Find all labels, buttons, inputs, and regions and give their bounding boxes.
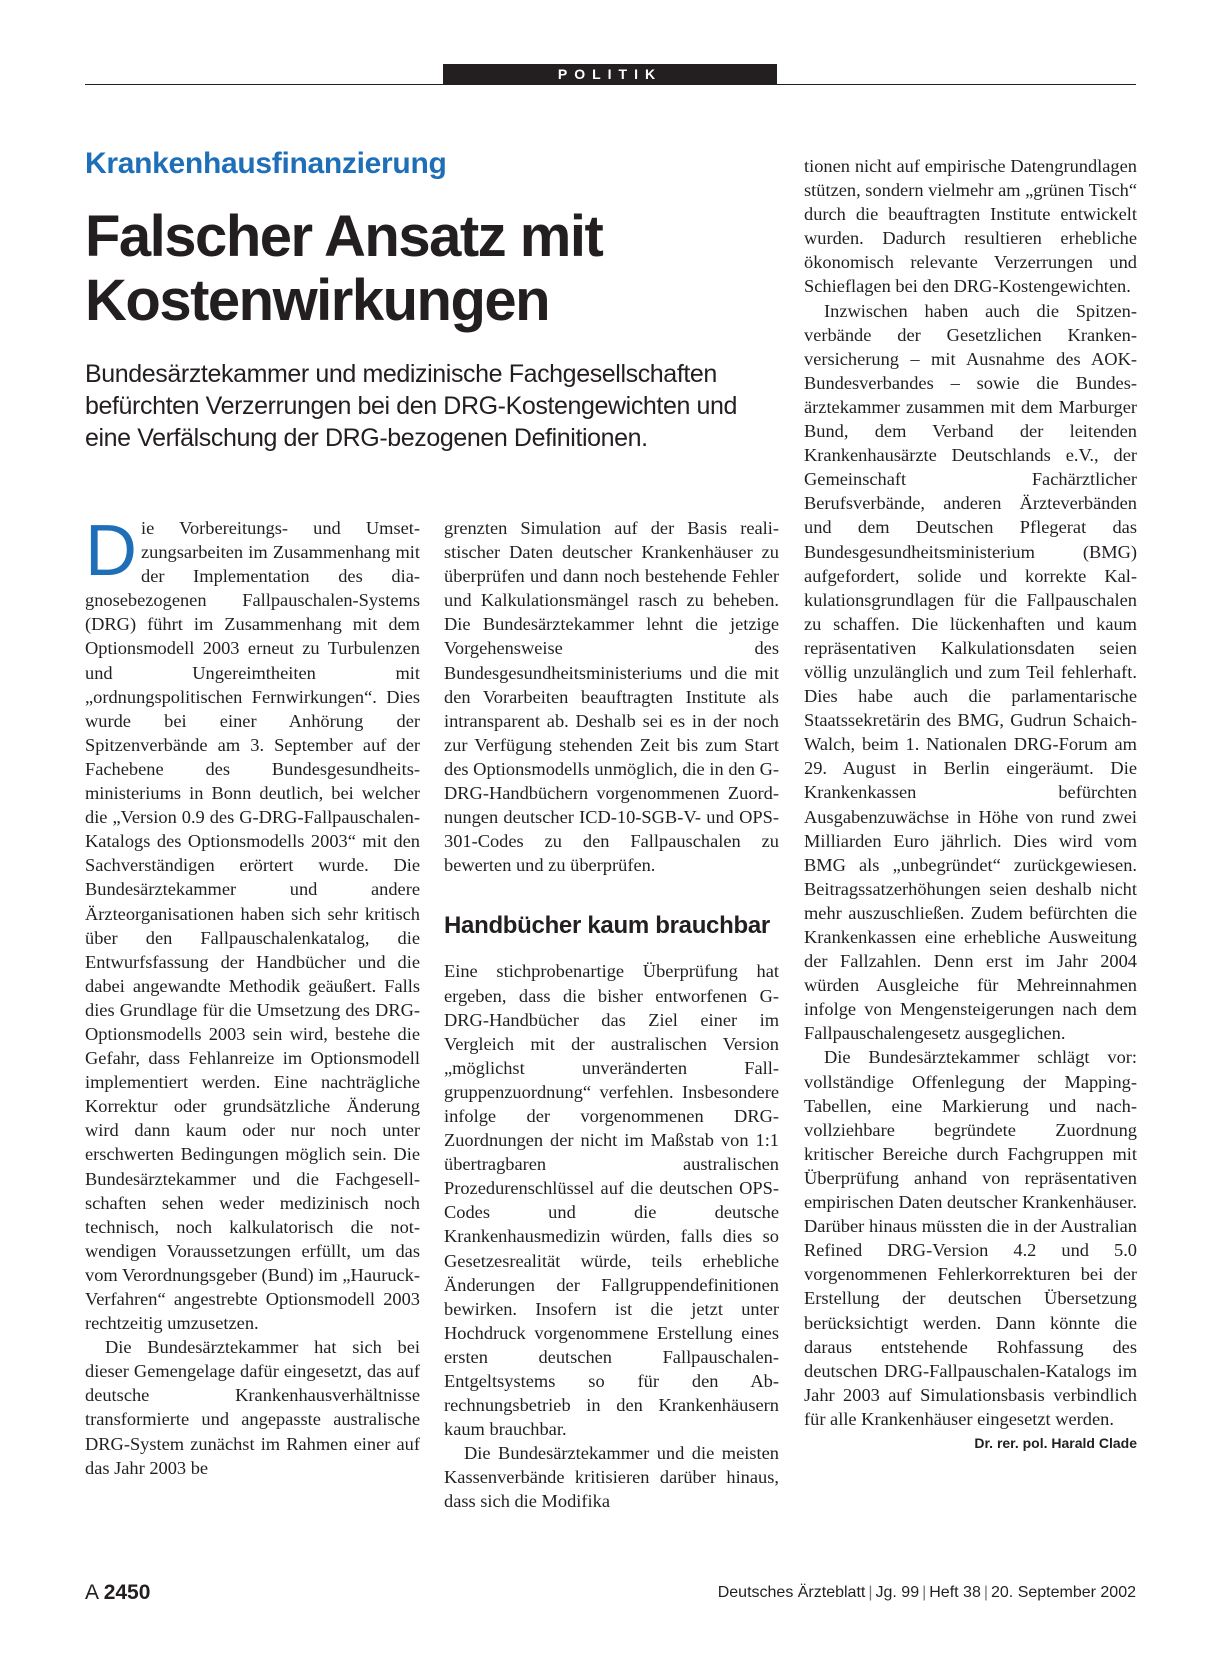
body-column-1 (85, 511, 420, 1480)
paragraph-1-text: ie Vorbereitungs- und Umsetzungsarbeiten im Zusammenhang mit der Implementation des diagnosebezogenen Fallpauschalen-Systems (DRG) führt im Zusammenhang mit dem Optionsmodell 2003 erneut zu Turbulenzen und Ungereimtheiten mit „ordnungspolitischen Fernwirkungen“. Dies wurde bei einer Anhörung der Spitzenverbände am 3. September auf der Fachebene des Bundesgesundheitsministeriums in Bonn deutlich, bei welcher die „Version 0.9 des G-DRG-Fallpauschalen-Katalogs des Optionsmodells 2003“ mit den Sachverständigen erörtert wurde. Die Bundesärztekammer und andere Ärzteorganisationen haben sich sehr kritisch über den Fallpauschalenkatalog, die Entwurfsfassung der Handbücher und die dabei angewandte Methodik geäußert. Falls dies Grundlage für die Umsetzung des DRG-Optionsmodells 2003 sein wird, bestehe die Gefahr, dass Fehlanreize im Optionsmodell implementiert werden. Eine nachträgliche Korrektur oder grundsätzliche Änderung wird dann kaum oder nur noch unter erschwerten Bedingungen möglich sein. Die Bundesärztekammer und die Fachgesellschaften sehen weder medizinisch noch technisch, noch kalkulatorisch die notwendigen Voraussetzungen erfüllt, um das vom Verordnungsgeber (Bund) im „Hauruck-Verfahren“ angestrebte Optionsmodell 2003 rechtzeitig umzusetzen. (85, 518, 420, 1334)
journal-date: 20. September 2002 (991, 1584, 1136, 1601)
paragraph-1 (85, 511, 420, 1335)
paragraph-2-continued (444, 516, 779, 877)
section-subhead: Handbücher kaum brauchbar (444, 912, 770, 940)
article-kicker: Krankenhausfinanzierung (85, 147, 447, 180)
paragraph-4-continued (804, 154, 1137, 299)
journal-name: Deutsches Ärzteblatt (717, 1584, 866, 1601)
drop-cap: D (85, 511, 137, 591)
paragraph-4-end: tionen nicht auf empirische Datengrundlagen stützen, sondern vielmehr am „grünen Tisch“ durch die beauftragten Institute entwickelt wurden. Dadurch resultieren erhebliche ökonomisch relevante Verzerrungen und Schieflagen bei den DRG-Kostengewichten. (804, 156, 1138, 297)
article-headline: Falscher Ansatz mit Kostenwirkungen (85, 204, 603, 333)
paragraph-6-text: Die Bundesärztekammer schlägt vor: vollständige Offenlegung der Mapping-Tabellen, eine Markierung und nachvollziehbare begründete Zuordnung kritischer Bereiche durch Fachgruppen mit Überprüfung anhand von repräsentativen empirischen Daten deutscher Krankenhäuser. Darüber hinaus müssten die in der Australian Refined DRG-Version 4.2 und 5.0 vorgenommenen Fehlerkorrekturen bei der Erstellung der deutschen Übersetzung berücksichtigt werden. Dann könnte die daraus entstehende Rohfassung des deutschen DRG-Fallpauschalen-Katalogs im Jahr 2003 auf Simulationsbasis verbindlich für alle Krankenhäuser eingesetzt werden. (804, 1047, 1137, 1429)
body-column-2 (444, 516, 779, 1514)
paragraph-2-start: Die Bundesärztekammer hat sich bei dieser Gemengelage dafür eingesetzt, das auf deutsche Krankenhausverhältnisse transformierte und angepasste australische DRG-System zunächst im Rahmen einer auf das Jahr 2003 be (85, 1337, 420, 1478)
article-deck: Bundesärztekammer und medizinische Fachgesellschaften befürchten Verzerrungen bei den DRG-Kostengewichten und eine Verfälschung der DRG-bezogenen Definitionen. (85, 360, 738, 452)
journal-volume: Jg. 99 (875, 1584, 920, 1601)
paragraph-5: Inzwischen haben auch die Spitzenverbände der Gesetzlichen Krankenversicherung – mit Ausnahme des AOK-Bundesverbandes – sowie die Bundesärztekammer zusammen mit dem Marburger Bund, dem Verband der leitenden Krankenhausärzte Deutschlands e.V., der Gemeinschaft Fachärztlicher Berufsverbände, anderen Ärzteverbänden und dem Deutschen Pflegerat das Bundesgesundheitsministerium (BMG) aufgefordert, solide und korrekte Kalkulationsgrundlagen für die Fallpauschalen zu schaffen. Die lückenhaften und kaum repräsentativen Kalkulationsdaten seien völlig unzulänglich und zum Teil fehlerhaft. Dies habe auch die parlamentarische Staatssekretärin des BMG, Gudrun Schaich-Walch, beim 1. Nationalen DRG-Forum am 29. August in Berlin eingeräumt. Die Krankenkassen befürchten Ausgabenzuwächse in Höhe von rund zwei Milliarden Euro jährlich. Dies wird vom BMG als „unbegründet“ zurückgewiesen. Beitragssatzerhöhungen seien deshalb nicht mehr auszuschließen. Zudem befürchten die Krankenkassen eine erhebliche Ausweitung der Fallzahlen. Denn erst im Jahr 2004 würden Ausgleiche für Mehreinnahmen infolge von Mengensteigerungen nach dem Fallpauschalengesetz ausgeglichen. (804, 300, 1137, 1044)
paragraph-4-start: Die Bundesärztekammer und die meisten Kassenverbände kritisieren darüber hinaus, dass sich die Modifika (444, 1443, 779, 1512)
page-number-value: 2450 (103, 1581, 151, 1604)
paragraph-3: Eine stichprobenartige Überprüfung hat ergeben, dass die bisher entworfenen G-DRG-Handbücher das Ziel einer im Vergleich mit der australischen Version „möglichst unveränderten Fallgruppenzuordnung“ verfehlen. Insbesondere infolge der vorgenommenen DRG-Zuordnungen der nicht im Maßstab von 1:1 übertragbaren australischen Prozedurenschlüssel auf die deutschen OPS-Codes und die deutsche Krankenhausmedizin würden, falls dies so Gesetzesrealität würde, teils erhebliche Änderungen der Fallgruppendefinitionen bewirken. Insofern ist die jetzt unter Hochdruck vorgenommene Erstellung eines ersten deutschen Fallpauschalen-Entgeltsystems so für den Abrechnungsbetrieb in den Krankenhäusern kaum brauchbar. (444, 961, 779, 1440)
paragraph-2 (85, 1335, 420, 1480)
body-column-3 (804, 154, 1137, 1455)
author-byline: Dr. rer. pol. Harald Clade (974, 1434, 1137, 1451)
section-label: POLITIK (443, 64, 777, 85)
page-prefix: A (85, 1581, 98, 1604)
journal-issue: Heft 38 (929, 1584, 981, 1601)
page-number (85, 1581, 150, 1605)
paragraph-6 (804, 1045, 1137, 1451)
journal-footer: Deutsches Ärzteblatt | Jg. 99 | Heft 38 | 20. September 2002 (717, 1584, 1136, 1601)
paragraph-2-end: grenzten Simulation auf der Basis realistischer Daten deutscher Krankenhäuser zu überprüfen und dann noch bestehende Fehler und Kalkulationsmängel rasch zu beheben. Die Bundesärztekammer lehnt die jetzige Vorgehensweise des Bundesgesundheitsministeriums und die mit den Vorarbeiten beauftragten Institute als intransparent ab. Deshalb sei es in der noch zur Verfügung stehenden Zeit bis zum Start des Optionsmodells unmöglich, die in den G-DRG-Handbüchern vorgenommenen Zuordnungen deutscher ICD-10-SGB-V- und OPS-301-Codes zu den Fallpauschalen zu bewerten und zu überprüfen. (444, 518, 779, 876)
paragraph-4 (444, 1441, 779, 1513)
